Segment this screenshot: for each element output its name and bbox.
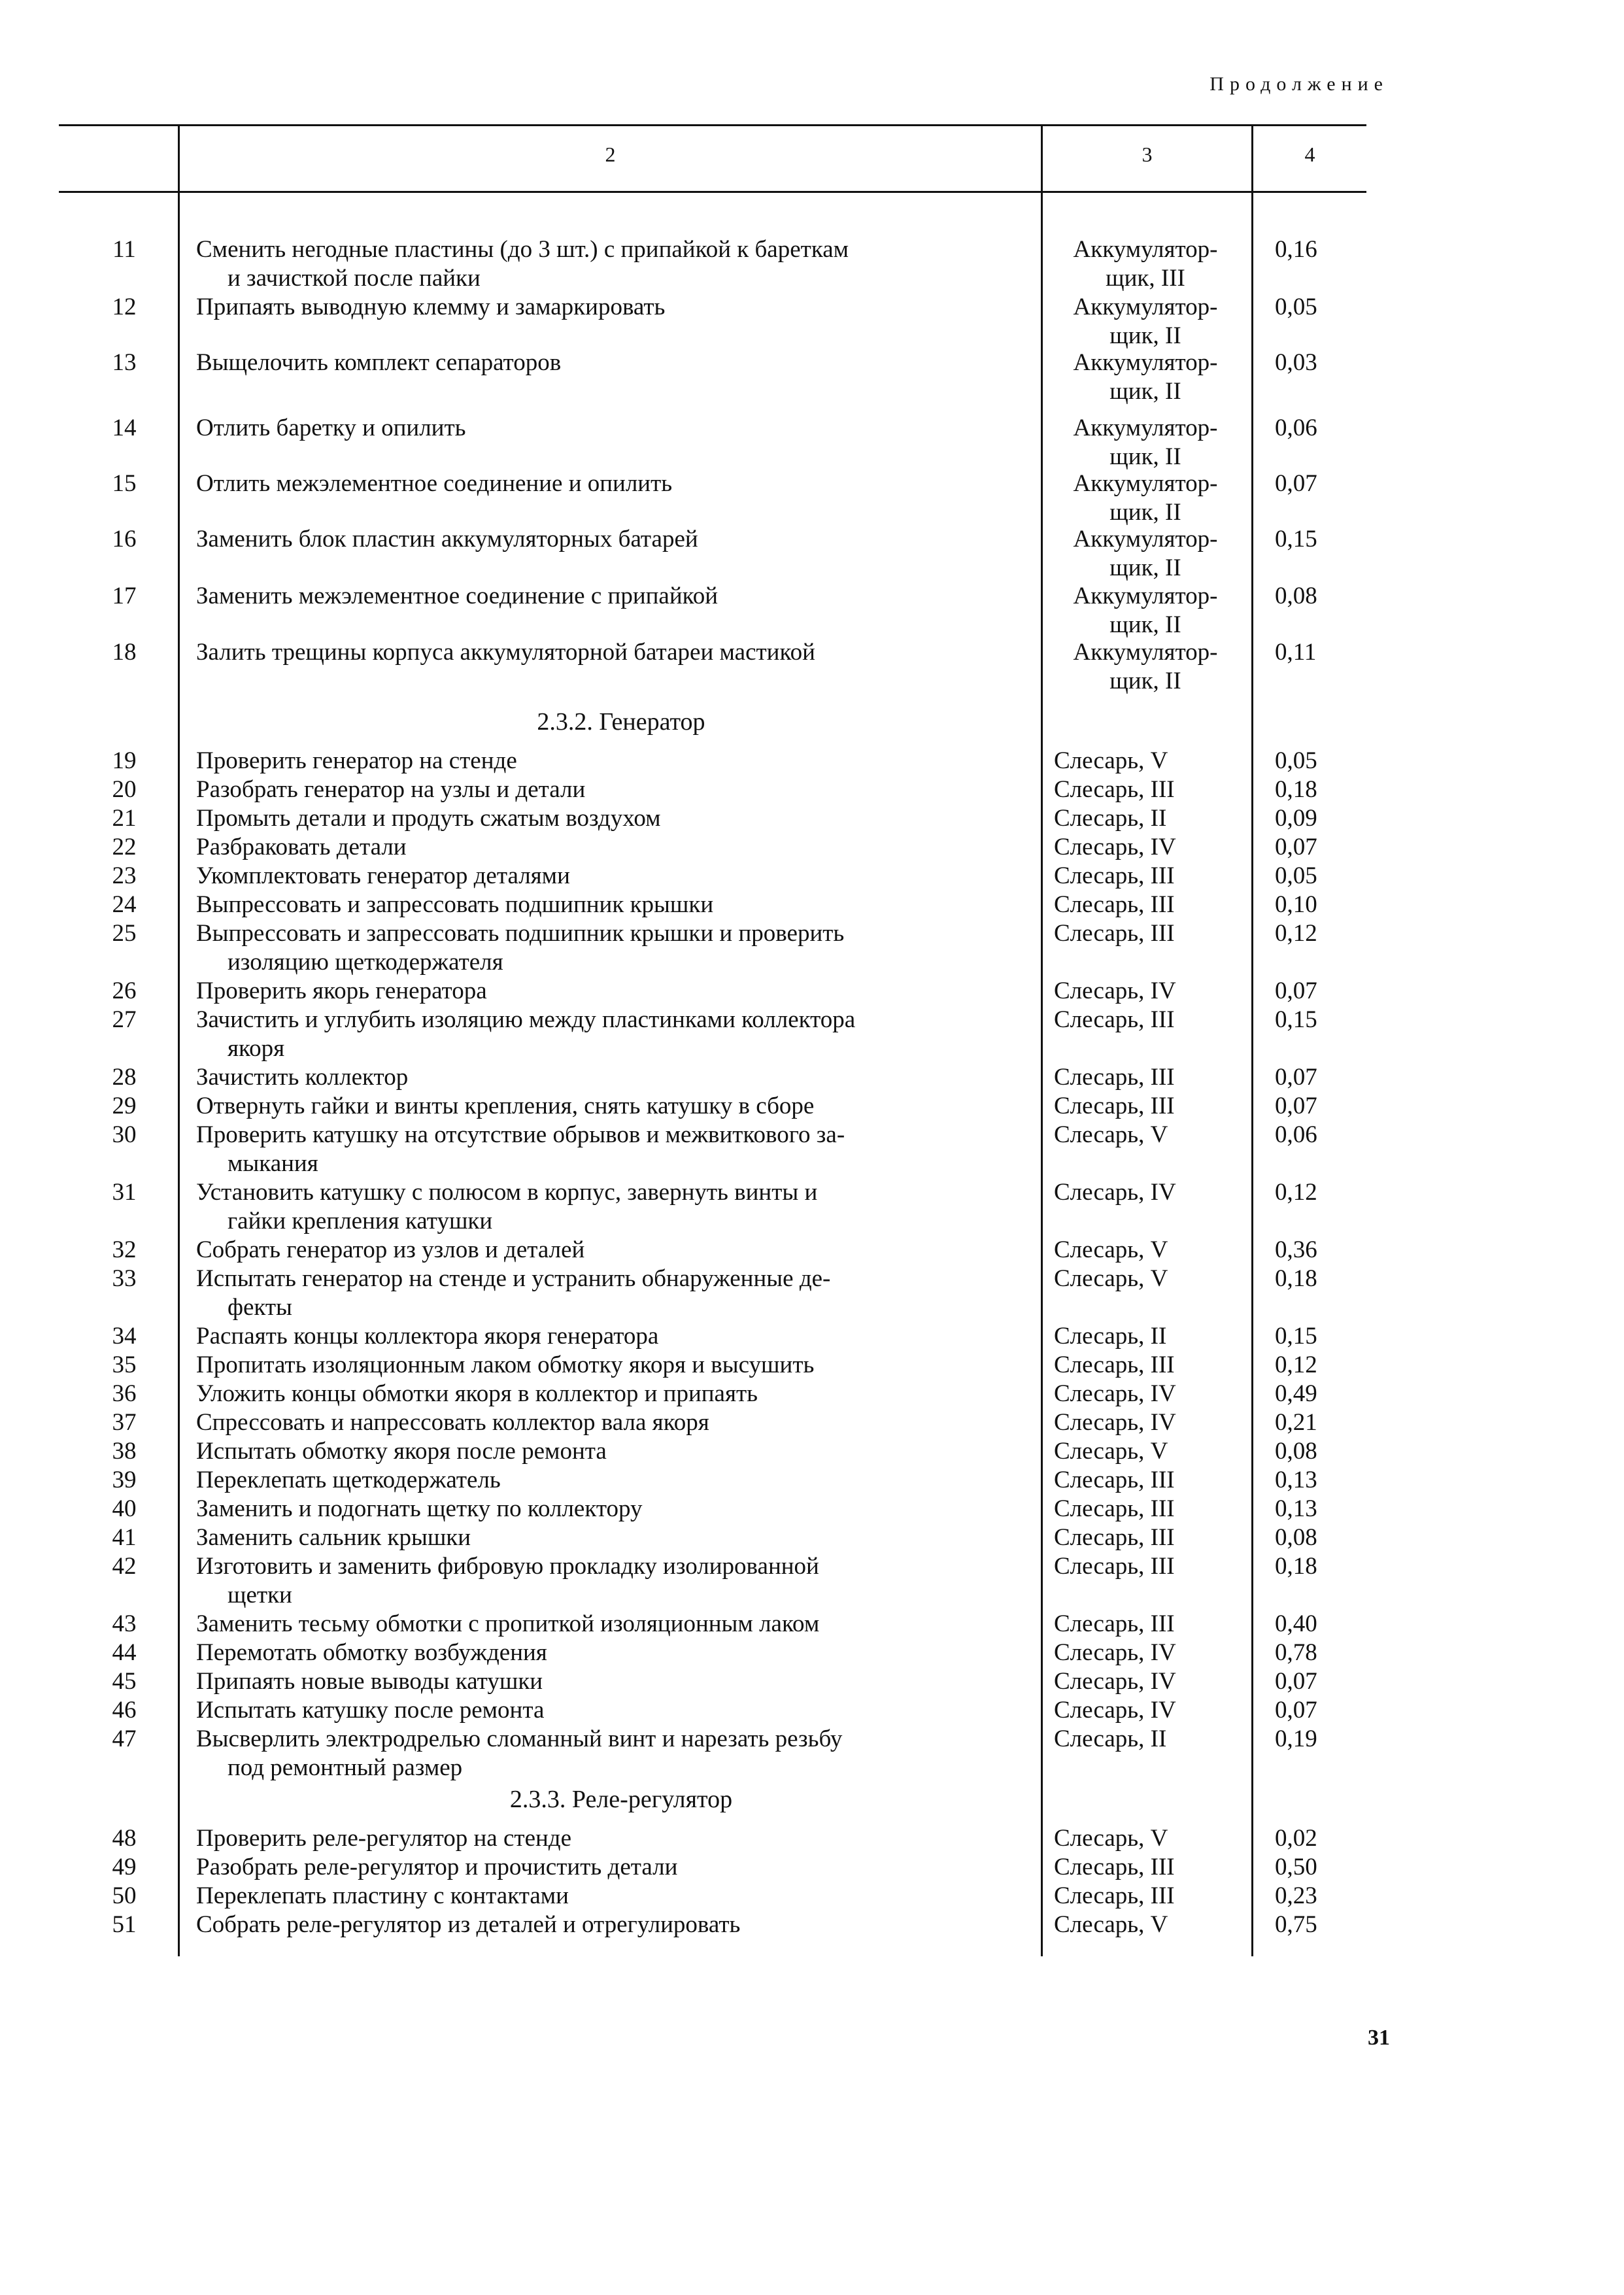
operation-description [196,1006,1033,1063]
time-norm: 0,07 [1275,470,1317,497]
operation-text: Выщелочить комплект сепараторов [196,349,562,376]
row-number: 37 [112,1409,137,1436]
row-number: 25 [112,920,137,947]
worker-category [1054,1696,1237,1725]
operation-text: Собрать генератор из узлов и деталей [196,1236,585,1263]
operation-description [196,1696,1033,1725]
worker-category [1054,469,1237,527]
operation-description [196,1911,1033,1939]
operation-description [196,1322,1033,1351]
operation-description [196,1882,1033,1911]
worker-profession: Слесарь, V [1054,747,1168,774]
row-number: 24 [112,891,137,918]
operation-text: Разобрать реле-регулятор и прочистить детали [196,1854,678,1880]
operation-text: Заменить сальник крышки [196,1524,471,1551]
operation-description [196,1408,1033,1437]
row-number: 49 [112,1854,137,1880]
column-separator-3 [1251,126,1253,1956]
operation-text: Высверлить электродрелью сломанный винт и нарезать резьбу [196,1726,843,1752]
operation-description [196,1639,1033,1667]
worker-profession: Слесарь, IV [1054,1639,1176,1666]
worker-category [1054,1236,1237,1265]
worker-category [1054,977,1237,1006]
worker-category [1054,525,1237,583]
worker-category [1054,1523,1237,1552]
operation-description [196,1265,1033,1322]
worker-profession: Аккумулятор- [1073,236,1218,263]
operation-text: Укомплектовать генератор деталями [196,862,570,889]
time-norm: 0,12 [1275,1352,1317,1378]
row-number: 43 [112,1610,137,1637]
row-number: 32 [112,1236,137,1263]
row-number: 16 [112,526,137,552]
time-norm: 0,07 [1275,978,1317,1004]
operation-text: Отвернуть гайки и винты крепления, снять катушку в сборе [196,1093,815,1119]
operation-text: Испытать генератор на стенде и устранить обнаруженные де- [196,1265,831,1292]
time-norm: 0,12 [1275,920,1317,947]
section-heading: 2.3.3. Реле-регулятор [509,1786,733,1813]
worker-category [1054,747,1237,775]
column-separator-1 [178,126,180,1956]
worker-category [1054,1552,1237,1581]
time-norm: 0,18 [1275,1265,1317,1292]
worker-profession: Аккумулятор- [1073,583,1218,609]
worker-profession: Слесарь, III [1054,1854,1175,1880]
operation-description [196,235,1033,293]
worker-profession: Слесарь, III [1054,1495,1175,1522]
worker-profession: Слесарь, II [1054,805,1167,832]
time-norm: 0,15 [1275,1006,1317,1033]
worker-profession: Слесарь, V [1054,1236,1168,1263]
worker-profession: Слесарь, III [1054,891,1175,918]
worker-grade: щик, II [1109,443,1181,470]
worker-grade: щик, II [1109,554,1181,581]
row-number: 20 [112,776,137,803]
row-number: 30 [112,1121,137,1148]
worker-profession: Аккумулятор- [1073,294,1218,320]
operation-text: Припаять выводную клемму и замаркировать [196,294,666,320]
worker-category [1054,1882,1237,1911]
worker-category [1054,891,1237,919]
page-number: 31 [1368,2026,1390,2050]
worker-grade: щик, II [1109,611,1181,638]
operation-text: Пропитать изоляционным лаком обмотку якоря и высушить [196,1352,815,1378]
operation-text: Промыть детали и продуть сжатым воздухом [196,805,661,832]
worker-grade: щик, II [1109,499,1181,526]
worker-profession: Слесарь, III [1054,1352,1175,1378]
section-heading: 2.3.2. Генератор [537,708,705,736]
worker-category [1054,235,1237,293]
worker-grade: щик, II [1109,668,1181,694]
row-number: 15 [112,470,137,497]
worker-category [1054,1824,1237,1853]
table-header-rule [59,191,1366,193]
worker-profession: Слесарь, III [1054,776,1175,803]
worker-profession: Слесарь, IV [1054,978,1176,1004]
worker-category [1054,1466,1237,1495]
operation-text: Проверить катушку на отсутствие обрывов и межвиткового за- [196,1121,845,1148]
worker-category [1054,919,1237,948]
operation-text: Спрессовать и напрессовать коллектор вала якоря [196,1409,709,1436]
operation-text: Заменить межэлементное соединение с припайкой [196,583,719,609]
time-norm: 0,05 [1275,747,1317,774]
operation-text-continued: мыкания [228,1150,318,1177]
worker-profession: Слесарь, III [1054,1524,1175,1551]
worker-category [1054,1911,1237,1939]
worker-category [1054,1725,1237,1754]
row-number: 12 [112,294,137,320]
time-norm: 0,49 [1275,1380,1317,1407]
operation-description [196,1063,1033,1092]
time-norm: 0,06 [1275,415,1317,441]
row-number: 17 [112,583,137,609]
time-norm: 0,08 [1275,1524,1317,1551]
worker-grade: щик, III [1106,265,1185,292]
time-norm: 0,21 [1275,1409,1317,1436]
time-norm: 0,19 [1275,1726,1317,1752]
worker-profession: Слесарь, IV [1054,1668,1176,1695]
row-number: 34 [112,1323,137,1350]
row-number: 19 [112,747,137,774]
row-number: 50 [112,1882,137,1909]
time-norm: 0,18 [1275,776,1317,803]
time-norm: 0,05 [1275,862,1317,889]
operation-description [196,525,1033,554]
operation-description [196,804,1033,833]
worker-profession: Слесарь, V [1054,1121,1168,1148]
time-norm: 0,08 [1275,1438,1317,1465]
operation-text: Собрать реле-регулятор из деталей и отрегулировать [196,1911,741,1938]
worker-profession: Аккумулятор- [1073,470,1218,497]
operation-text: Изготовить и заменить фибровую прокладку изолированной [196,1553,819,1580]
time-norm: 0,11 [1275,639,1317,666]
row-number: 42 [112,1553,137,1580]
operation-description [196,1667,1033,1696]
table-top-rule [59,124,1366,126]
worker-profession: Слесарь, IV [1054,1697,1176,1724]
row-number: 31 [112,1179,137,1206]
worker-category [1054,1178,1237,1207]
worker-profession: Слесарь, II [1054,1726,1167,1752]
time-norm: 0,78 [1275,1639,1317,1666]
operation-text: Проверить реле-регулятор на стенде [196,1825,572,1852]
worker-grade: щик, II [1109,378,1181,405]
operation-description [196,775,1033,804]
worker-grade: щик, II [1109,322,1181,349]
time-norm: 0,10 [1275,891,1317,918]
operation-description [196,1824,1033,1853]
header-col-2: 2 [605,143,616,166]
worker-category [1054,1495,1237,1523]
operation-text: Припаять новые выводы катушки [196,1668,543,1695]
time-norm: 0,40 [1275,1610,1317,1637]
worker-category [1054,1639,1237,1667]
row-number: 33 [112,1265,137,1292]
operation-description [196,1121,1033,1178]
operation-description [196,1236,1033,1265]
operation-text-continued: якоря [228,1035,285,1062]
row-number: 14 [112,415,137,441]
time-norm: 0,15 [1275,526,1317,552]
row-number: 46 [112,1697,137,1724]
row-number: 45 [112,1668,137,1695]
worker-profession: Слесарь, III [1054,920,1175,947]
time-norm: 0,15 [1275,1323,1317,1350]
operation-text: Проверить якорь генератора [196,978,487,1004]
worker-category [1054,348,1237,406]
row-number: 40 [112,1495,137,1522]
row-number: 35 [112,1352,137,1378]
worker-profession: Аккумулятор- [1073,415,1218,441]
time-norm: 0,12 [1275,1179,1317,1206]
operation-description [196,1380,1033,1408]
operation-description [196,469,1033,498]
operation-text: Заменить тесьму обмотки с пропиткой изоляционным лаком [196,1610,820,1637]
time-norm: 0,36 [1275,1236,1317,1263]
row-number: 18 [112,639,137,666]
worker-profession: Аккумулятор- [1073,526,1218,552]
worker-profession: Слесарь, III [1054,1064,1175,1091]
worker-category [1054,293,1237,350]
worker-profession: Слесарь, III [1054,1553,1175,1580]
operation-description [196,582,1033,611]
worker-category [1054,775,1237,804]
time-norm: 0,06 [1275,1121,1317,1148]
operation-text-continued: фекты [228,1294,292,1321]
row-number: 38 [112,1438,137,1465]
operation-text: Заменить и подогнать щетку по коллектору [196,1495,643,1522]
operation-text-continued: под ремонтный размер [228,1754,463,1781]
worker-profession: Слесарь, IV [1054,1179,1176,1206]
time-norm: 0,50 [1275,1854,1317,1880]
operation-description [196,1725,1033,1782]
time-norm: 0,07 [1275,834,1317,860]
column-separator-2 [1041,126,1043,1956]
row-number: 13 [112,349,137,376]
worker-category [1054,862,1237,891]
row-number: 27 [112,1006,137,1033]
worker-profession: Аккумулятор- [1073,349,1218,376]
worker-profession: Слесарь, III [1054,1882,1175,1909]
operation-text: Зачистить и углубить изоляцию между пластинками коллектора [196,1006,856,1033]
operation-description [196,638,1033,667]
operation-description [196,833,1033,862]
row-number: 29 [112,1093,137,1119]
worker-category [1054,1006,1237,1034]
operation-text: Залить трещины корпуса аккумуляторной батареи мастикой [196,639,815,666]
worker-profession: Слесарь, III [1054,1093,1175,1119]
worker-profession: Слесарь, V [1054,1911,1168,1938]
operation-text-continued: гайки крепления катушки [228,1208,493,1234]
worker-category [1054,1380,1237,1408]
operation-description [196,1552,1033,1610]
operation-text: Проверить генератор на стенде [196,747,517,774]
operation-text: Заменить блок пластин аккумуляторных батарей [196,526,698,552]
operation-description [196,348,1033,377]
operation-text: Испытать обмотку якоря после ремонта [196,1438,607,1465]
operation-text: Установить катушку с полюсом в корпус, завернуть винты и [196,1179,818,1206]
time-norm: 0,16 [1275,236,1317,263]
operation-description [196,293,1033,322]
time-norm: 0,07 [1275,1064,1317,1091]
worker-category [1054,638,1237,696]
row-number: 39 [112,1467,137,1493]
worker-category [1054,833,1237,862]
worker-profession: Слесарь, IV [1054,1380,1176,1407]
row-number: 21 [112,805,137,832]
worker-category [1054,414,1237,471]
worker-category [1054,582,1237,639]
operation-text: Отлить баретку и опилить [196,415,466,441]
header-col-3: 3 [1142,143,1153,166]
operation-text: Испытать катушку после ремонта [196,1697,545,1724]
worker-category [1054,1322,1237,1351]
time-norm: 0,07 [1275,1668,1317,1695]
time-norm: 0,75 [1275,1911,1317,1938]
time-norm: 0,03 [1275,349,1317,376]
operation-text: Отлить межэлементное соединение и опилить [196,470,673,497]
time-norm: 0,08 [1275,583,1317,609]
worker-profession: Слесарь, II [1054,1323,1167,1350]
row-number: 44 [112,1639,137,1666]
operation-description [196,1351,1033,1380]
operation-text: Сменить негодные пластины (до 3 шт.) с припайкой к бареткам [196,236,849,263]
operation-description [196,1523,1033,1552]
worker-category [1054,1853,1237,1882]
time-norm: 0,13 [1275,1495,1317,1522]
operation-text: Уложить концы обмотки якоря в коллектор и припаять [196,1380,758,1407]
worker-category [1054,1351,1237,1380]
time-norm: 0,13 [1275,1467,1317,1493]
worker-category [1054,1437,1237,1466]
operation-description [196,919,1033,977]
row-number: 26 [112,978,137,1004]
operation-description [196,977,1033,1006]
worker-profession: Слесарь, III [1054,1006,1175,1033]
worker-profession: Слесарь, V [1054,1265,1168,1292]
row-number: 47 [112,1726,137,1752]
worker-category [1054,1063,1237,1092]
row-number: 23 [112,862,137,889]
worker-category [1054,1610,1237,1639]
worker-category [1054,1121,1237,1149]
operation-description [196,862,1033,891]
row-number: 36 [112,1380,137,1407]
operation-text: Разбраковать детали [196,834,407,860]
operation-text: Переклепать щеткодержатель [196,1467,501,1493]
header-col-4: 4 [1304,143,1315,166]
worker-profession: Аккумулятор- [1073,639,1218,666]
operation-description [196,1495,1033,1523]
time-norm: 0,07 [1275,1697,1317,1724]
operation-text-continued: изоляцию щеткодержателя [228,949,503,976]
worker-profession: Слесарь, III [1054,1467,1175,1493]
time-norm: 0,09 [1275,805,1317,832]
worker-profession: Слесарь, III [1054,1610,1175,1637]
operation-description [196,414,1033,443]
operation-text: Выпрессовать и запрессовать подшипник крышки и проверить [196,920,845,947]
worker-category [1054,1092,1237,1121]
row-number: 51 [112,1911,137,1938]
worker-profession: Слесарь, III [1054,862,1175,889]
operation-description [196,1853,1033,1882]
operation-text: Разобрать генератор на узлы и детали [196,776,586,803]
operation-description [196,891,1033,919]
time-norm: 0,05 [1275,294,1317,320]
operation-description [196,1092,1033,1121]
operation-description [196,1437,1033,1466]
row-number: 11 [112,236,136,263]
operation-text: Зачистить коллектор [196,1064,409,1091]
time-norm: 0,02 [1275,1825,1317,1852]
operation-text: Переклепать пластину с контактами [196,1882,569,1909]
operation-description [196,747,1033,775]
worker-profession: Слесарь, V [1054,1438,1168,1465]
operation-text-continued: щетки [228,1582,292,1608]
operation-text-continued: и зачисткой после пайки [228,265,481,292]
operation-text: Распаять концы коллектора якоря генератора [196,1323,659,1350]
time-norm: 0,23 [1275,1882,1317,1909]
operation-text: Выпрессовать и запрессовать подшипник крышки [196,891,714,918]
row-number: 22 [112,834,137,860]
worker-category [1054,1408,1237,1437]
worker-category [1054,1265,1237,1293]
row-number: 41 [112,1524,137,1551]
time-norm: 0,07 [1275,1093,1317,1119]
continuation-label: Продолжение [1210,73,1389,95]
operation-text: Перемотать обмотку возбуждения [196,1639,547,1666]
row-number: 48 [112,1825,137,1852]
worker-profession: Слесарь, V [1054,1825,1168,1852]
operation-description [196,1466,1033,1495]
worker-profession: Слесарь, IV [1054,834,1176,860]
time-norm: 0,18 [1275,1553,1317,1580]
worker-category [1054,1667,1237,1696]
row-number: 28 [112,1064,137,1091]
operation-description [196,1178,1033,1236]
operation-description [196,1610,1033,1639]
worker-category [1054,804,1237,833]
worker-profession: Слесарь, IV [1054,1409,1176,1436]
